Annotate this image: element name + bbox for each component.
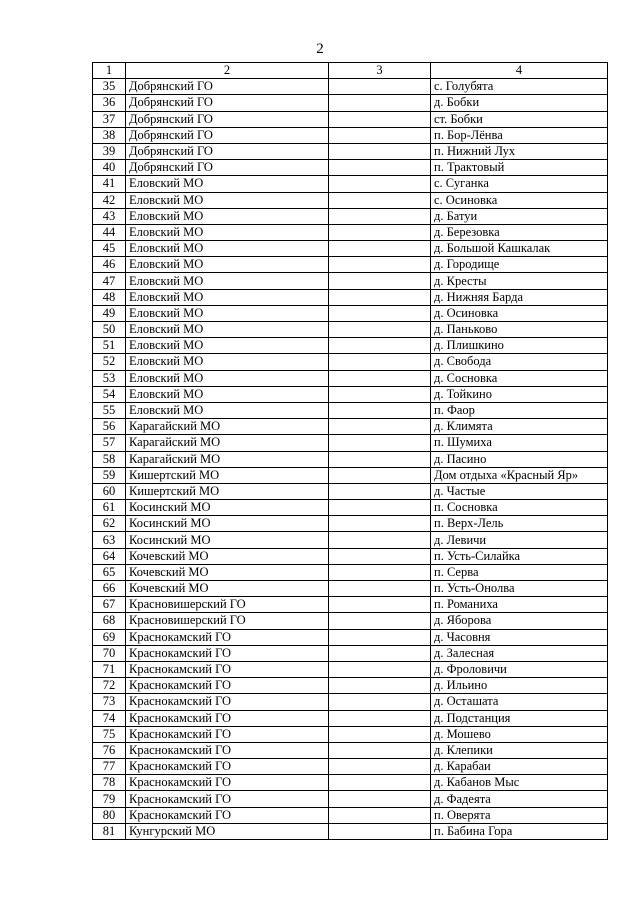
row-number-cell: 59 (93, 467, 126, 483)
table-row (93, 322, 608, 338)
row-number-cell: 58 (93, 451, 126, 467)
column-3-cell (329, 95, 431, 111)
settlement-cell: п. Романиха (431, 597, 608, 613)
municipality-cell: Кочевский МО (126, 564, 329, 580)
table-row (93, 354, 608, 370)
row-number-cell: 75 (93, 726, 126, 742)
column-3-cell (329, 208, 431, 224)
column-3-cell (329, 710, 431, 726)
settlement-cell: д. Сосновка (431, 370, 608, 386)
row-number-cell: 57 (93, 435, 126, 451)
column-3-cell (329, 581, 431, 597)
column-3-cell (329, 532, 431, 548)
column-3-cell (329, 402, 431, 418)
settlement-cell: п. Серва (431, 564, 608, 580)
table-row (93, 613, 608, 629)
settlement-cell: п. Усть-Онолва (431, 581, 608, 597)
settlement-cell: д. Березовка (431, 224, 608, 240)
table-row (93, 661, 608, 677)
column-3-cell (329, 726, 431, 742)
row-number-cell: 78 (93, 775, 126, 791)
municipality-cell: Красновишерский ГО (126, 597, 329, 613)
table-row (93, 710, 608, 726)
municipality-cell: Добрянский ГО (126, 127, 329, 143)
row-number-cell: 79 (93, 791, 126, 807)
table-row (93, 160, 608, 176)
settlement-cell: д. Городище (431, 257, 608, 273)
column-3-cell (329, 483, 431, 499)
settlement-cell: д. Паньково (431, 322, 608, 338)
row-number-cell: 65 (93, 564, 126, 580)
row-number-cell: 64 (93, 548, 126, 564)
row-number-cell: 52 (93, 354, 126, 370)
settlement-cell: д. Осташата (431, 694, 608, 710)
settlement-cell: п. Нижний Лух (431, 143, 608, 159)
row-number-cell: 62 (93, 516, 126, 532)
settlement-cell: п. Сосновка (431, 500, 608, 516)
row-number-cell: 56 (93, 419, 126, 435)
municipality-cell: Добрянский ГО (126, 95, 329, 111)
column-3-cell (329, 451, 431, 467)
row-number-cell: 51 (93, 338, 126, 354)
row-number-cell: 46 (93, 257, 126, 273)
row-number-cell: 47 (93, 273, 126, 289)
settlement-cell: д. Бобки (431, 95, 608, 111)
column-3-cell (329, 759, 431, 775)
page-number: 2 (316, 41, 324, 57)
settlement-cell: п. Фаор (431, 402, 608, 418)
table-row (93, 823, 608, 839)
row-number-cell: 60 (93, 483, 126, 499)
table-row (93, 241, 608, 257)
municipality-cell: Еловский МО (126, 322, 329, 338)
row-number-cell: 40 (93, 160, 126, 176)
municipality-cell: Добрянский ГО (126, 79, 329, 95)
settlement-cell: д. Залесная (431, 645, 608, 661)
column-3-cell (329, 597, 431, 613)
settlement-cell: с. Голубята (431, 79, 608, 95)
municipality-cell: Косинский МО (126, 516, 329, 532)
settlement-cell: п. Трактовый (431, 160, 608, 176)
table-row (93, 386, 608, 402)
municipality-cell: Еловский МО (126, 208, 329, 224)
column-3-cell (329, 467, 431, 483)
settlement-cell: п. Бабина Гора (431, 823, 608, 839)
settlement-cell: д. Левичи (431, 532, 608, 548)
settlement-cell: ст. Бобки (431, 111, 608, 127)
column-3-cell (329, 289, 431, 305)
municipality-cell: Краснокамский ГО (126, 710, 329, 726)
column-3-cell (329, 127, 431, 143)
column-3-cell (329, 661, 431, 677)
municipality-cell: Еловский МО (126, 370, 329, 386)
table-row (93, 500, 608, 516)
settlement-cell: п. Бор-Лёнва (431, 127, 608, 143)
row-number-cell: 44 (93, 224, 126, 240)
row-number-cell: 76 (93, 742, 126, 758)
municipality-cell: Еловский МО (126, 289, 329, 305)
column-3-cell (329, 435, 431, 451)
municipality-cell: Краснокамский ГО (126, 726, 329, 742)
settlement-cell: п. Шумиха (431, 435, 608, 451)
municipality-cell: Еловский МО (126, 224, 329, 240)
settlement-cell: с. Суганка (431, 176, 608, 192)
row-number-cell: 39 (93, 143, 126, 159)
header-cell-4: 4 (431, 63, 608, 79)
row-number-cell: 74 (93, 710, 126, 726)
header-cell-2: 2 (126, 63, 329, 79)
column-3-cell (329, 645, 431, 661)
row-number-cell: 81 (93, 823, 126, 839)
row-number-cell: 66 (93, 581, 126, 597)
municipality-cell: Кишертский МО (126, 483, 329, 499)
row-number-cell: 42 (93, 192, 126, 208)
table-row (93, 742, 608, 758)
row-number-cell: 43 (93, 208, 126, 224)
table-row (93, 273, 608, 289)
row-number-cell: 69 (93, 629, 126, 645)
row-number-cell: 72 (93, 678, 126, 694)
municipality-cell: Еловский МО (126, 257, 329, 273)
column-3-cell (329, 500, 431, 516)
row-number-cell: 35 (93, 79, 126, 95)
column-3-cell (329, 775, 431, 791)
municipality-cell: Еловский МО (126, 386, 329, 402)
municipality-cell: Еловский МО (126, 402, 329, 418)
municipality-cell: Краснокамский ГО (126, 629, 329, 645)
settlement-cell: д. Фадеята (431, 791, 608, 807)
table-row (93, 95, 608, 111)
table-row (93, 419, 608, 435)
column-3-cell (329, 338, 431, 354)
municipality-cell: Кишертский МО (126, 467, 329, 483)
column-3-cell (329, 273, 431, 289)
row-number-cell: 67 (93, 597, 126, 613)
table-row (93, 435, 608, 451)
table-row (93, 79, 608, 95)
row-number-cell: 55 (93, 402, 126, 418)
municipality-cell: Косинский МО (126, 500, 329, 516)
municipality-cell: Краснокамский ГО (126, 791, 329, 807)
settlement-cell: д. Частые (431, 483, 608, 499)
municipality-cell: Еловский МО (126, 354, 329, 370)
column-3-cell (329, 678, 431, 694)
row-number-cell: 63 (93, 532, 126, 548)
table-header-row (93, 63, 608, 79)
column-3-cell (329, 143, 431, 159)
settlement-cell: д. Климята (431, 419, 608, 435)
municipality-cell: Кунгурский МО (126, 823, 329, 839)
row-number-cell: 49 (93, 305, 126, 321)
municipality-cell: Краснокамский ГО (126, 694, 329, 710)
column-3-cell (329, 79, 431, 95)
municipality-cell: Еловский МО (126, 305, 329, 321)
settlement-cell: д. Большой Кашкалак (431, 241, 608, 257)
table-row (93, 775, 608, 791)
settlements-table (92, 62, 608, 840)
column-3-cell (329, 613, 431, 629)
municipality-cell: Красновишерский ГО (126, 613, 329, 629)
column-3-cell (329, 322, 431, 338)
table-row (93, 370, 608, 386)
settlement-cell: д. Ильино (431, 678, 608, 694)
column-3-cell (329, 305, 431, 321)
municipality-cell: Еловский МО (126, 192, 329, 208)
settlement-cell: д. Карабаи (431, 759, 608, 775)
settlement-cell: д. Пасино (431, 451, 608, 467)
municipality-cell: Еловский МО (126, 241, 329, 257)
table-row (93, 127, 608, 143)
municipality-cell: Еловский МО (126, 176, 329, 192)
row-number-cell: 48 (93, 289, 126, 305)
settlement-cell: д. Подстанция (431, 710, 608, 726)
column-3-cell (329, 694, 431, 710)
settlement-cell: п. Оверята (431, 807, 608, 823)
row-number-cell: 38 (93, 127, 126, 143)
table-row (93, 467, 608, 483)
table-row (93, 548, 608, 564)
row-number-cell: 37 (93, 111, 126, 127)
municipality-cell: Кочевский МО (126, 581, 329, 597)
settlement-cell: д. Нижняя Барда (431, 289, 608, 305)
municipality-cell: Добрянский ГО (126, 111, 329, 127)
table-row (93, 451, 608, 467)
column-3-cell (329, 419, 431, 435)
settlement-cell: д. Фроловичи (431, 661, 608, 677)
municipality-cell: Кочевский МО (126, 548, 329, 564)
municipality-cell: Краснокамский ГО (126, 807, 329, 823)
column-3-cell (329, 354, 431, 370)
municipality-cell: Краснокамский ГО (126, 661, 329, 677)
municipality-cell: Карагайский МО (126, 435, 329, 451)
table-row (93, 516, 608, 532)
settlement-cell: д. Кабанов Мыс (431, 775, 608, 791)
row-number-cell: 71 (93, 661, 126, 677)
settlement-cell: д. Кресты (431, 273, 608, 289)
municipality-cell: Краснокамский ГО (126, 678, 329, 694)
municipality-cell: Карагайский МО (126, 451, 329, 467)
row-number-cell: 50 (93, 322, 126, 338)
settlement-cell: д. Батуи (431, 208, 608, 224)
municipality-cell: Еловский МО (126, 338, 329, 354)
settlement-cell: д. Яборова (431, 613, 608, 629)
table-row (93, 678, 608, 694)
settlement-cell: п. Верх-Лель (431, 516, 608, 532)
table-row (93, 726, 608, 742)
settlement-cell: д. Плишкино (431, 338, 608, 354)
row-number-cell: 54 (93, 386, 126, 402)
table-row (93, 143, 608, 159)
settlement-cell: Дом отдыха «Красный Яр» (431, 467, 608, 483)
row-number-cell: 45 (93, 241, 126, 257)
table-row (93, 807, 608, 823)
settlement-cell: д. Часовня (431, 629, 608, 645)
table-row (93, 208, 608, 224)
municipality-cell: Краснокамский ГО (126, 775, 329, 791)
table-row (93, 192, 608, 208)
table-row (93, 224, 608, 240)
row-number-cell: 53 (93, 370, 126, 386)
row-number-cell: 80 (93, 807, 126, 823)
settlement-cell: д. Тойкино (431, 386, 608, 402)
table-row (93, 483, 608, 499)
column-3-cell (329, 111, 431, 127)
table-row (93, 759, 608, 775)
municipality-cell: Краснокамский ГО (126, 742, 329, 758)
column-3-cell (329, 791, 431, 807)
header-cell-1: 1 (93, 63, 126, 79)
column-3-cell (329, 807, 431, 823)
column-3-cell (329, 192, 431, 208)
table-row (93, 532, 608, 548)
municipality-cell: Карагайский МО (126, 419, 329, 435)
column-3-cell (329, 386, 431, 402)
row-number-cell: 41 (93, 176, 126, 192)
column-3-cell (329, 160, 431, 176)
column-3-cell (329, 629, 431, 645)
column-3-cell (329, 516, 431, 532)
column-3-cell (329, 224, 431, 240)
column-3-cell (329, 176, 431, 192)
settlement-cell: д. Осиновка (431, 305, 608, 321)
municipality-cell: Добрянский ГО (126, 160, 329, 176)
table-row (93, 305, 608, 321)
table-row (93, 338, 608, 354)
table-row (93, 597, 608, 613)
row-number-cell: 73 (93, 694, 126, 710)
table-row (93, 694, 608, 710)
table-body (93, 63, 608, 840)
column-3-cell (329, 257, 431, 273)
municipality-cell: Добрянский ГО (126, 143, 329, 159)
row-number-cell: 68 (93, 613, 126, 629)
row-number-cell: 36 (93, 95, 126, 111)
column-3-cell (329, 548, 431, 564)
settlement-cell: д. Свобода (431, 354, 608, 370)
table-row (93, 176, 608, 192)
table-row (93, 564, 608, 580)
settlement-cell: п. Усть-Силайка (431, 548, 608, 564)
table-row (93, 402, 608, 418)
table-row (93, 257, 608, 273)
row-number-cell: 77 (93, 759, 126, 775)
settlement-cell: д. Клепики (431, 742, 608, 758)
table-row (93, 581, 608, 597)
table-row (93, 111, 608, 127)
row-number-cell: 61 (93, 500, 126, 516)
column-3-cell (329, 370, 431, 386)
table-row (93, 791, 608, 807)
column-3-cell (329, 823, 431, 839)
municipality-cell: Краснокамский ГО (126, 645, 329, 661)
column-3-cell (329, 564, 431, 580)
settlement-cell: с. Осиновка (431, 192, 608, 208)
municipality-cell: Еловский МО (126, 273, 329, 289)
column-3-cell (329, 742, 431, 758)
row-number-cell: 70 (93, 645, 126, 661)
table-row (93, 629, 608, 645)
header-cell-3: 3 (329, 63, 431, 79)
table-row (93, 645, 608, 661)
settlement-cell: д. Мошево (431, 726, 608, 742)
municipality-cell: Косинский МО (126, 532, 329, 548)
municipality-cell: Краснокамский ГО (126, 759, 329, 775)
column-3-cell (329, 241, 431, 257)
table-row (93, 289, 608, 305)
